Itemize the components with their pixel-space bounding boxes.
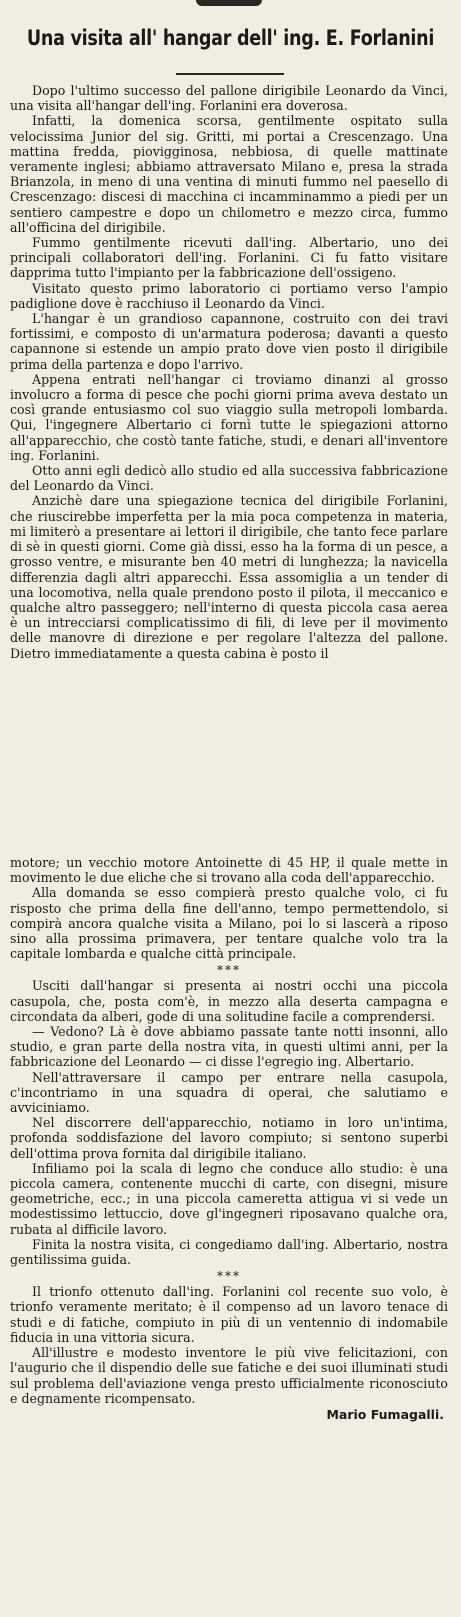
paragraph: Anzichè dare una spiegazione tecnica del dirigibile Forlanini, che riuscirebbe imperfetta per la mia poca competenza in materia, mi limiterò a presentare ai lettori il dirigibile, che tanto fece parlare di sè in questi giorni. Come già dissi, esso ha la forma di un pesce, a grosso ventre, e misurante ben 40 metri di lunghezza; la navicella differenzia dagli altri apparecchi. Essa assomiglia a un tender di una locomotiva, nella quale prendono posto il pilota, il meccanico e qualche altro passeggero; nell'interno di questa piccola casa aerea è un intrecciarsi complicatissimo di fili, di leve per il movimento delle manovre di direzione e per regolare l'altezza del pallone. Dietro immediatamente a questa cabina è posto il [10, 493, 448, 661]
author-signature: Mario Fumagalli. [326, 1406, 444, 1422]
paragraph: Alla domanda se esso compierà presto qualche volo, ci fu risposto che prima della fine dell'anno, tempo permettendolo, si compirà ancora qualche visita a Milano, poi lo si lascerà a riposo sino alla prossima primavera, per tentare qualche volo tra la capitale lombarda e qualche città principale. [10, 885, 448, 962]
paragraph: — Vedono? Là è dove abbiamo passate tante notti insonni, allo studio, e gran parte della nostra vita, in questi ultimi anni, per la fabbricazione del Leonardo — ci disse l'egregio ing. Albertario. [10, 1024, 448, 1070]
page-top-ornament [196, 0, 262, 6]
paragraph-continued: motore; un vecchio motore Antoinette di 45 HP, il quale mette in movimento le due eliche che si trovano alla coda dell'apparecchio. [10, 855, 448, 886]
article-body-part1 [10, 83, 448, 661]
paragraph: Nel discorrere dell'apparecchio, notiamo in loro un'intima, profonda soddisfazione del lavoro compiuto; si sentono superbi dell'ottima prova fornita dal dirigibile italiano. [10, 1115, 448, 1161]
paragraph: L'hangar è un grandioso capannone, costruito con dei travi fortissimi, e composto di un'armatura poderosa; davanti a questo capannone si estende un ampio prato dove vien posto il dirigibile prima della partenza e dopo l'arrivo. [10, 311, 448, 372]
paragraph: All'illustre e modesto inventore le più vive felicitazioni, con l'augurio che il dispendio delle sue fatiche e dei suoi illuminati studi sul problema dell'aviazione venga presto ufficialmente riconosciuto e degnamente ricompensato. [10, 1345, 448, 1406]
paragraph: Fummo gentilmente ricevuti dall'ing. Albertario, uno dei principali collaboratori dell'ing. Forlanini. Ci fu fatto visitare dapprima tutto l'impianto per la fabbricazione dell'ossigeno. [10, 235, 448, 281]
paragraph: Appena entrati nell'hangar ci troviamo dinanzi al grosso involucro a forma di pesce che pochi giorni prima aveva destato un così grande entusiasmo col suo viaggio sulla metropoli lombarda. Qui, l'ingegnere Albertario ci fornì tutte le spiegazioni attorno all'apparecchio, che costò tante fatiche, studi, e denari all'inventore ing. Forlanini. [10, 371, 448, 463]
column-break [0, 835, 461, 853]
paragraph: Infatti, la domenica scorsa, gentilmente ospitato sulla velocissima Junior del sig. Gritti, mi portai a Crescenzago. Una mattina fredda, piovigginosa, nebbiosa, di quelle mattinate veramente inglesi; abbiamo attraversato Milano e, presa la strada Brianzola, in meno di una ventina di minuti fummo nel paesello di Crescenzago: discesi di macchina ci incamminammo a piedi per un sentiero campestre e dopo un chilometro e mezzo circa, fummo all'officina del dirigibile. [10, 113, 448, 235]
section-separator: *** [217, 963, 241, 978]
paragraph: Dopo l'ultimo successo del pallone dirigibile Leonardo da Vinci, una visita all'hangar dell'ing. Forlanini era doverosa. [10, 83, 448, 114]
paragraph: Finita la nostra visita, ci congediamo dall'ing. Albertario, nostra gentilissima guida. [10, 1236, 448, 1268]
paragraph: Otto anni egli dedicò allo studio ed alla successiva fabbricazione del Leonardo da Vinci. [10, 463, 448, 494]
section-separator: *** [217, 1269, 241, 1284]
paragraph: Nell'attraversare il campo per entrare nella casupola, c'incontriamo in una squadra di operai, che salutiamo e avviciniamo. [10, 1069, 448, 1116]
paragraph: Infiliamo poi la scala di legno che conduce allo studio: è una piccola camera, contenente mucchi di carte, con disegni, misure geometriche, ecc.; in una piccola cameretta attigua vi si vede un modestissimo lettuccio, dove gl'ingegneri riposavano qualche ora, rubata al difficile lavoro. [10, 1160, 448, 1237]
paragraph: Visitato questo primo laboratorio ci portiamo verso l'ampio padiglione dove è racchiuso il Leonardo da Vinci. [10, 280, 448, 311]
paragraph: Il trionfo ottenuto dall'ing. Forlanini col recente suo volo, è trionfo veramente meritato; è il compenso ad un lavoro tenace di studi e di fatiche, compiuto in più di un ventennio di indomabile fiducia in una vittoria sicura. [10, 1284, 448, 1345]
paragraph: Usciti dall'hangar si presenta ai nostri occhi una piccola casupola, che, posta com'è, in mezzo alla deserta campagna e circondata da alberi, gode di una solitudine facile a comprendersi. [10, 978, 448, 1024]
title-rule [176, 73, 284, 75]
article-title: Una visita all' hangar dell' ing. E. Forlanini [26, 26, 435, 50]
article-body-part2 [10, 855, 448, 1422]
